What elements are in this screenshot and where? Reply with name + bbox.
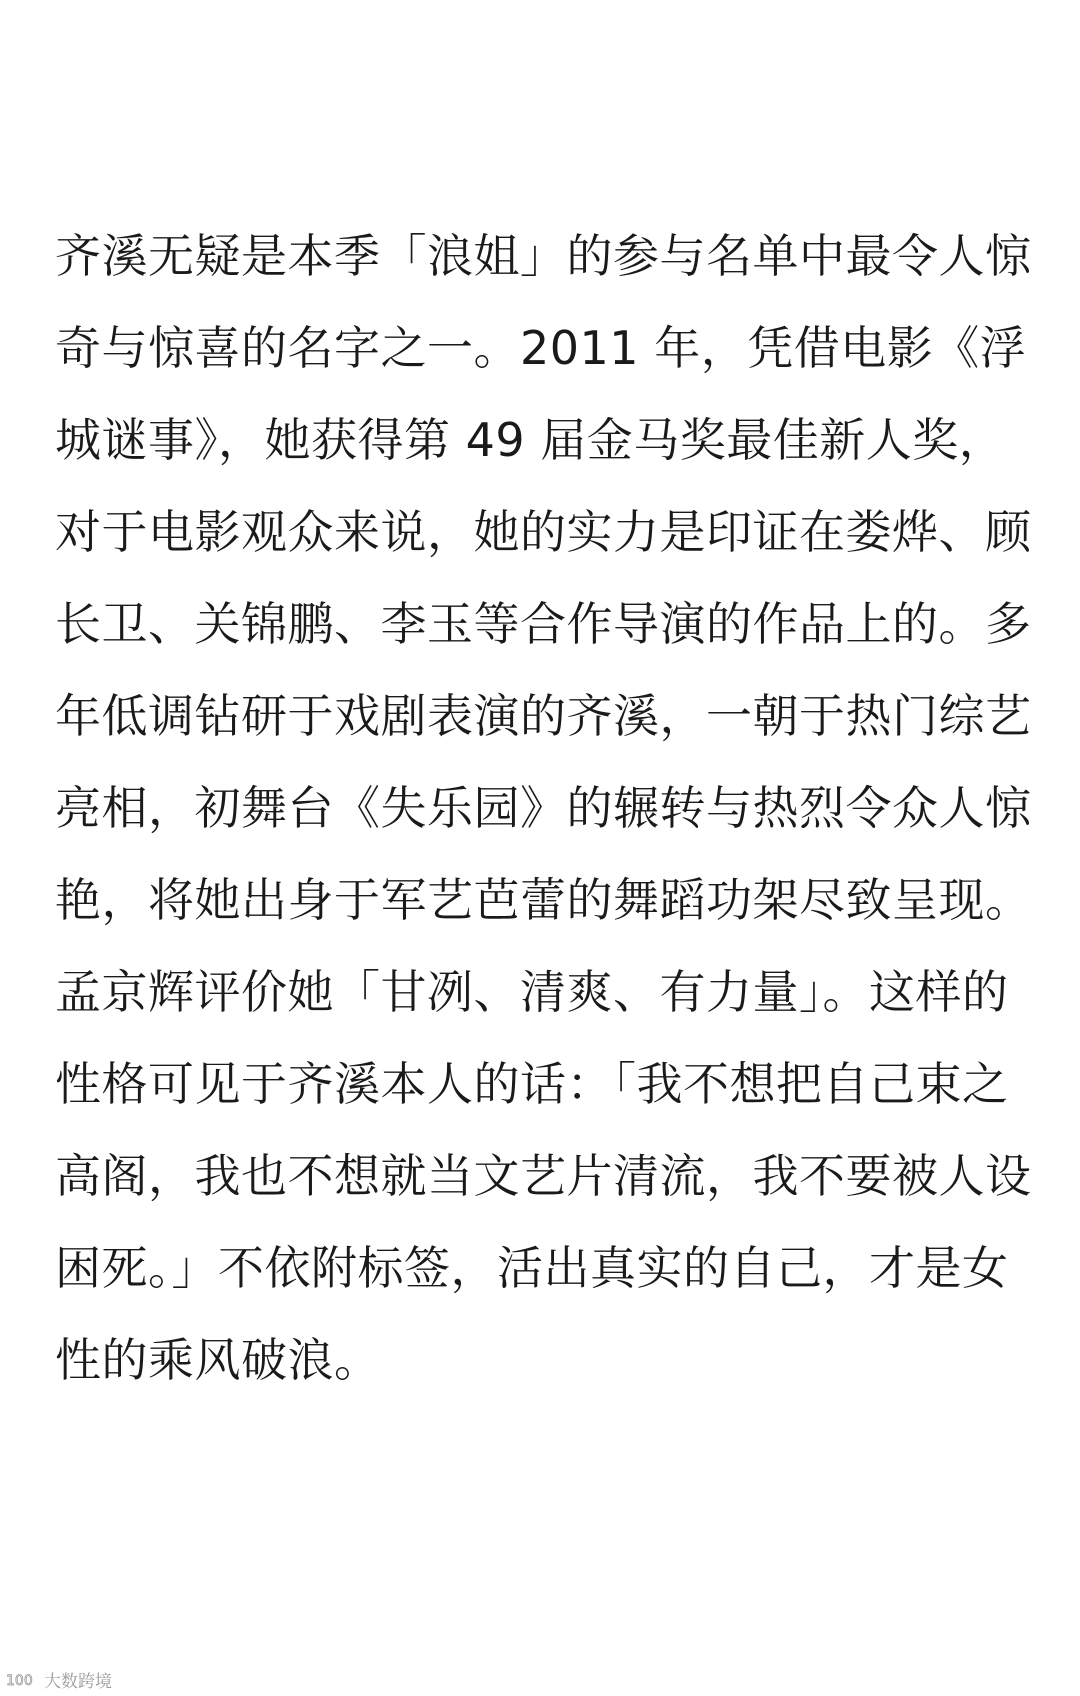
paragraph-line: 奇与惊喜的名字之一。2011 年，凭借电影《浮 bbox=[55, 321, 1027, 375]
watermark bbox=[6, 1667, 112, 1692]
paragraph-line: 长卫、关锦鹏、李玉等合作导演的作品上的。多 bbox=[55, 597, 1032, 651]
paragraph-line: 艳，将她出身于军艺芭蕾的舞蹈功架尽致呈现。 bbox=[55, 873, 1032, 927]
svg-text:100: 100 bbox=[6, 1672, 33, 1689]
paragraph-line: 高阁，我也不想就当文艺片清流，我不要被人设 bbox=[55, 1149, 1032, 1203]
paragraph-line: 困死。」不依附标签，活出真实的自己，才是女 bbox=[55, 1241, 1009, 1295]
paragraph-line: 对于电影观众来说，她的实力是印证在娄烨、顾 bbox=[55, 505, 1032, 559]
paragraph-line: 亮相，初舞台《失乐园》的辗转与热烈令众人惊 bbox=[55, 781, 1032, 835]
paragraph-line: 齐溪无疑是本季「浪姐」的参与名单中最令人惊 bbox=[55, 229, 1032, 283]
watermark-logo-icon bbox=[6, 1670, 40, 1690]
article-body bbox=[55, 210, 1035, 1406]
paragraph-line: 城谜事》，她获得第 49 届金马奖最佳新人奖， bbox=[55, 413, 1006, 467]
watermark-text: 大数跨境 bbox=[44, 1672, 112, 1692]
paragraph-line: 孟京辉评价她「甘冽、清爽、有力量」。这样的 bbox=[55, 965, 1009, 1019]
paragraph-line: 性格可见于齐溪本人的话：「我不想把自己束之 bbox=[55, 1057, 1009, 1111]
paragraph-line: 年低调钻研于戏剧表演的齐溪，一朝于热门综艺 bbox=[55, 689, 1032, 743]
paragraph-line: 性的乘风破浪。 bbox=[55, 1333, 381, 1387]
